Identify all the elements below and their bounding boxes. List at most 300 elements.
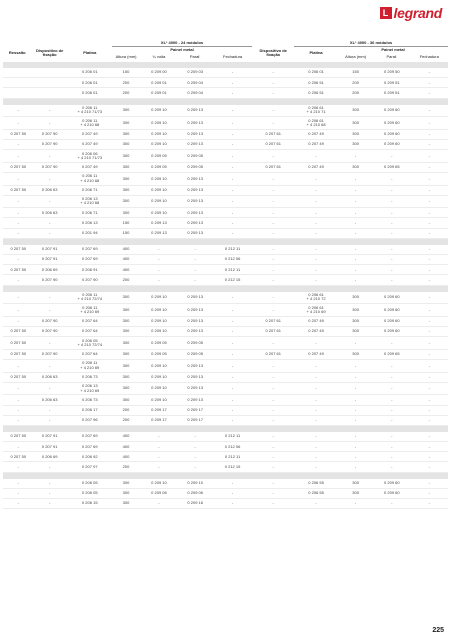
table-cell: - <box>252 304 294 317</box>
table-cell: - <box>3 292 32 304</box>
table-cell: 0 207 90 <box>32 129 68 139</box>
table-cell: 0 206 63 <box>32 208 68 218</box>
table-cell: - <box>32 195 68 208</box>
table-cell: - <box>252 172 294 185</box>
table-cell: - <box>411 245 448 255</box>
table-cell: - <box>338 275 373 285</box>
page-number: 225 <box>432 627 444 634</box>
table-cell: 200 <box>112 78 141 88</box>
table-cell: 0 209 17 <box>140 415 177 425</box>
table-row <box>3 349 448 359</box>
table-cell: 0 206 61 + 4 210 71 <box>294 105 338 117</box>
table-cell: - <box>3 218 32 228</box>
table-cell: 0 207 50 <box>3 349 32 359</box>
table-row <box>3 185 448 195</box>
table-cell: 0 209 60 <box>373 105 410 117</box>
table-row <box>3 415 448 425</box>
table-cell: - <box>3 139 32 149</box>
table-cell: - <box>294 265 338 275</box>
legrand-logo-text: legrand <box>393 5 442 21</box>
table-cell: 200 <box>112 462 141 472</box>
table-cell: - <box>411 499 448 509</box>
table-cell: 0 206 69 <box>32 452 68 462</box>
table-cell: - <box>252 265 294 275</box>
table-cell: - <box>411 88 448 98</box>
table-cell: 0 209 13 <box>178 117 213 130</box>
table-cell: 300 <box>338 139 373 149</box>
table-cell: 300 <box>112 349 141 359</box>
table-cell: - <box>252 105 294 117</box>
table-cell: 0 207 49 <box>294 129 338 139</box>
table-cell: - <box>213 382 253 395</box>
table-cell: 0 209 13 <box>178 129 213 139</box>
table-cell: - <box>213 88 253 98</box>
table-cell: - <box>140 462 177 472</box>
table-cell: - <box>178 452 213 462</box>
table-cell: - <box>373 395 410 405</box>
table-cell: - <box>252 462 294 472</box>
table-cell: - <box>338 499 373 509</box>
table-cell: - <box>32 337 68 350</box>
table-cell: 0 207 61 <box>252 349 294 359</box>
table-cell: 0 209 13 <box>140 218 177 228</box>
table-cell: - <box>373 255 410 265</box>
table-cell: - <box>338 255 373 265</box>
table-row <box>3 432 448 442</box>
table-cell: 0 206 17 <box>68 405 112 415</box>
table-cell: - <box>252 245 294 255</box>
table-cell: 300 <box>338 316 373 326</box>
table-row <box>3 265 448 275</box>
table-cell: - <box>411 304 448 317</box>
table-cell: - <box>338 185 373 195</box>
table-cell: - <box>411 452 448 462</box>
table-cell: - <box>213 78 253 88</box>
table-cell: - <box>213 326 253 336</box>
table-cell: 0 207 50 <box>3 265 32 275</box>
table-cell: 0 207 69 <box>68 245 112 255</box>
table-cell: - <box>338 452 373 462</box>
table-cell: 0 209 13 <box>178 326 213 336</box>
table-cell: - <box>32 488 68 498</box>
table-cell: 0 209 05 <box>178 349 213 359</box>
table-cell: - <box>252 88 294 98</box>
table-cell: 300 <box>112 499 141 509</box>
table-cell: 0 206 61 + 4 210 69 <box>294 304 338 317</box>
table-row <box>3 292 448 304</box>
table-cell: - <box>213 372 253 382</box>
table-cell: - <box>373 442 410 452</box>
table-cell: 0 206 01 <box>68 88 112 98</box>
table-cell: 300 <box>112 359 141 372</box>
table-cell: 0 209 05 <box>140 337 177 350</box>
table-cell: - <box>32 117 68 130</box>
table-cell: - <box>213 162 253 172</box>
table-cell: - <box>294 405 338 415</box>
table-cell: 0 209 13 <box>178 359 213 372</box>
table-cell: 0 207 49 <box>68 129 112 139</box>
table-cell: - <box>373 150 410 163</box>
table-cell: 0 209 13 <box>178 395 213 405</box>
table-cell: 0 207 91 <box>32 442 68 452</box>
table-cell: 300 <box>112 488 141 498</box>
table-cell: - <box>3 195 32 208</box>
table-cell: 0 209 10 <box>140 139 177 149</box>
table-cell: - <box>411 488 448 498</box>
table-cell: 0 209 10 <box>140 479 177 489</box>
table-cell: - <box>411 292 448 304</box>
table-cell: 300 <box>112 382 141 395</box>
group-header-36: XL³ 4000 - 36 módulos <box>294 40 448 47</box>
table-cell: - <box>294 195 338 208</box>
table-cell: 200 <box>338 88 373 98</box>
table-cell: - <box>338 382 373 395</box>
table-cell: 300 <box>338 326 373 336</box>
table-cell: - <box>3 304 32 317</box>
table-cell: 0 212 11 <box>213 265 253 275</box>
table-row <box>3 275 448 285</box>
table-cell: 400 <box>112 442 141 452</box>
table-cell: - <box>294 415 338 425</box>
table-cell: 0 209 60 <box>373 488 410 498</box>
table-cell: 0 209 60 <box>373 326 410 336</box>
table-cell: 0 207 90 <box>32 326 68 336</box>
table-row <box>3 218 448 228</box>
table-cell: - <box>294 208 338 218</box>
table-cell: 0 206 71 <box>68 185 112 195</box>
table-row <box>3 245 448 255</box>
table-row <box>3 255 448 265</box>
table-cell: 300 <box>338 105 373 117</box>
table-cell: 300 <box>338 349 373 359</box>
table-cell: - <box>213 304 253 317</box>
table-cell: 0 212 06 <box>213 442 253 452</box>
table-cell: - <box>338 395 373 405</box>
table-cell: 0 209 13 <box>140 228 177 238</box>
table-cell: - <box>373 372 410 382</box>
table-row <box>3 337 448 350</box>
table-cell: 0 207 90 <box>32 316 68 326</box>
table-cell: - <box>411 326 448 336</box>
table-cell: - <box>338 218 373 228</box>
table-cell: - <box>252 255 294 265</box>
table-cell: - <box>252 479 294 489</box>
table-cell: 0 206 05 <box>68 488 112 498</box>
table-cell: 400 <box>112 265 141 275</box>
table-cell: 300 <box>338 304 373 317</box>
table-cell: - <box>411 150 448 163</box>
table-cell: - <box>252 337 294 350</box>
table-cell: - <box>178 275 213 285</box>
table-cell: 0 209 06 <box>140 488 177 498</box>
table-cell: 300 <box>338 292 373 304</box>
table-cell: 0 206 15 <box>68 499 112 509</box>
table-cell: - <box>411 442 448 452</box>
table-cell: 0 209 10 <box>140 185 177 195</box>
table-cell: 0 207 91 <box>32 255 68 265</box>
table-cell: - <box>373 275 410 285</box>
table-cell: - <box>294 359 338 372</box>
table-cell: 0 206 61 + 4 210 72 <box>294 292 338 304</box>
table-cell: 0 206 63 <box>32 395 68 405</box>
table-cell: - <box>32 218 68 228</box>
table-row <box>3 228 448 238</box>
table-cell: - <box>32 499 68 509</box>
table-cell: 0 209 01 <box>140 88 177 98</box>
col-fechadura-a: Fechadura <box>223 54 243 59</box>
table-row <box>3 359 448 372</box>
table-cell: - <box>338 359 373 372</box>
table-cell: 0 209 04 <box>178 88 213 98</box>
table-cell: - <box>373 337 410 350</box>
table-cell: 400 <box>112 255 141 265</box>
table-cell: 0 206 91 <box>68 265 112 275</box>
table-cell: - <box>411 218 448 228</box>
table-cell: 0 206 71 <box>68 208 112 218</box>
table-cell: 0 201 94 <box>68 228 112 238</box>
table-cell: 0 209 65 <box>373 349 410 359</box>
table-cell: 0 207 49 <box>294 139 338 149</box>
table-cell: - <box>373 218 410 228</box>
table-cell: 0 206 11 + 4 210 68 <box>68 172 112 185</box>
table-cell: 0 206 11 + 4 210 69 <box>68 304 112 317</box>
table-row <box>3 479 448 489</box>
table-cell: 0 206 11 + 4 210 68 <box>68 117 112 130</box>
table-cell: - <box>3 316 32 326</box>
table-cell: - <box>338 150 373 163</box>
table-cell: 0 207 50 <box>3 129 32 139</box>
table-cell: 0 209 00 <box>140 68 177 78</box>
table-cell: 0 207 50 <box>3 162 32 172</box>
table-cell: 0 206 11 + 4 210 69 <box>68 359 112 372</box>
table-cell: 0 209 13 <box>178 382 213 395</box>
table-row <box>3 150 448 163</box>
table-cell: 200 <box>112 88 141 98</box>
table-cell: 300 <box>338 162 373 172</box>
table-cell: - <box>213 415 253 425</box>
table-cell: - <box>294 442 338 452</box>
table-cell: - <box>140 275 177 285</box>
table-cell: - <box>140 499 177 509</box>
table-cell: - <box>32 172 68 185</box>
table-cell: - <box>373 462 410 472</box>
table-cell: - <box>213 499 253 509</box>
table-row <box>3 129 448 139</box>
table-row <box>3 462 448 472</box>
table-cell: 0 212 11 <box>213 432 253 442</box>
table-cell: 300 <box>338 479 373 489</box>
table-cell: 0 209 10 <box>140 395 177 405</box>
table-row <box>3 395 448 405</box>
table-cell: - <box>294 255 338 265</box>
table-cell: - <box>411 382 448 395</box>
table-cell: - <box>373 245 410 255</box>
table-cell: 0 209 60 <box>373 304 410 317</box>
table-cell: 150 <box>112 228 141 238</box>
table-cell: 0 209 10 <box>140 117 177 130</box>
table-cell: 0 209 05 <box>178 162 213 172</box>
table-cell: - <box>252 372 294 382</box>
table-cell: - <box>411 162 448 172</box>
table-cell: 0 209 10 <box>140 382 177 395</box>
table-cell: 300 <box>112 150 141 163</box>
table-row <box>3 68 448 78</box>
table-cell: 0 207 49 <box>294 349 338 359</box>
table-cell: - <box>252 382 294 395</box>
table-cell: - <box>338 415 373 425</box>
table-cell: - <box>213 105 253 117</box>
table-cell: 300 <box>112 162 141 172</box>
table-cell: 0 206 05 <box>68 479 112 489</box>
table-cell: - <box>252 395 294 405</box>
table-cell: 300 <box>112 326 141 336</box>
table-cell: - <box>3 275 32 285</box>
table-cell: 0 209 10 <box>140 208 177 218</box>
table-cell: - <box>213 316 253 326</box>
legrand-logo-mark: L <box>380 7 392 19</box>
table-cell: 0 207 49 <box>68 139 112 149</box>
table-cell <box>3 88 32 98</box>
table-cell: 200 <box>112 275 141 285</box>
table-cell: - <box>294 395 338 405</box>
table-cell: - <box>213 218 253 228</box>
table-cell: - <box>140 265 177 275</box>
table-cell: 300 <box>338 117 373 130</box>
table-cell: - <box>373 405 410 415</box>
col-paraf-a: Paraf. <box>189 54 201 59</box>
table-row <box>3 326 448 336</box>
table-cell: 0 209 65 <box>373 162 410 172</box>
table-cell: 0 206 01 <box>68 78 112 88</box>
table-cell: 300 <box>112 105 141 117</box>
table-cell: - <box>3 442 32 452</box>
table-cell: 0 209 13 <box>178 139 213 149</box>
table-cell: 0 206 55 <box>294 479 338 489</box>
table-cell: 0 212 15 <box>213 462 253 472</box>
table-cell: - <box>373 452 410 462</box>
table-cell: 0 209 10 <box>140 372 177 382</box>
table-cell: - <box>178 245 213 255</box>
table-cell: 0 209 13 <box>178 292 213 304</box>
table-cell: 0 206 63 <box>32 185 68 195</box>
table-cell: - <box>411 195 448 208</box>
table-cell: - <box>213 117 253 130</box>
table-cell: - <box>373 185 410 195</box>
table-cell: 0 207 49 <box>68 162 112 172</box>
table-cell: - <box>252 359 294 372</box>
table-cell: 0 206 63 <box>32 372 68 382</box>
table-cell: 0 207 50 <box>3 326 32 336</box>
table-cell: - <box>294 462 338 472</box>
table-cell: 0 207 50 <box>3 337 32 350</box>
table-cell: - <box>411 185 448 195</box>
table-cell: 300 <box>112 129 141 139</box>
table-cell: 0 207 61 <box>252 326 294 336</box>
table-cell: 150 <box>112 218 141 228</box>
table-cell: 0 212 15 <box>213 275 253 285</box>
table-cell: - <box>252 218 294 228</box>
col-painel-b: Painel metal <box>381 47 405 53</box>
table-cell: 0 207 69 <box>68 442 112 452</box>
table-cell: - <box>373 228 410 238</box>
table-cell: 0 209 10 <box>140 172 177 185</box>
table-cell: 0 209 04 <box>178 78 213 88</box>
table-cell: 200 <box>338 78 373 88</box>
table-cell: - <box>338 228 373 238</box>
table-cell: - <box>373 195 410 208</box>
table-cell: - <box>411 316 448 326</box>
table-cell: - <box>338 442 373 452</box>
table-cell: 0 209 10 <box>178 479 213 489</box>
table-cell: - <box>294 382 338 395</box>
table-cell: 0 207 90 <box>32 139 68 149</box>
table-cell: - <box>338 372 373 382</box>
table-cell: 0 206 51 <box>294 78 338 88</box>
table-cell: 0 209 10 <box>140 292 177 304</box>
col-platina-a: Platina <box>83 50 97 56</box>
table-cell: 300 <box>112 395 141 405</box>
table-cell: 0 207 50 <box>3 372 32 382</box>
table-cell: 300 <box>112 479 141 489</box>
table-row <box>3 452 448 462</box>
table-cell: 0 207 50 <box>3 245 32 255</box>
table-cell: 0 209 05 <box>178 150 213 163</box>
table-cell: - <box>373 415 410 425</box>
table-cell: 0 207 50 <box>3 432 32 442</box>
table-cell: - <box>3 117 32 130</box>
table-cell: - <box>411 68 448 78</box>
table-cell: - <box>252 228 294 238</box>
table-cell: - <box>140 245 177 255</box>
table-cell: 300 <box>112 304 141 317</box>
table-cell: - <box>294 372 338 382</box>
table-cell: 0 209 06 <box>178 488 213 498</box>
table-cell: 0 209 10 <box>140 195 177 208</box>
table-cell: 0 206 01 <box>68 68 112 78</box>
table-cell: - <box>338 265 373 275</box>
table-cell: - <box>411 78 448 88</box>
table-cell: 0 207 64 <box>68 316 112 326</box>
table-cell: - <box>213 349 253 359</box>
table-cell: - <box>3 395 32 405</box>
table-cell: - <box>252 452 294 462</box>
table-cell: - <box>338 245 373 255</box>
table-cell: 0 209 13 <box>178 208 213 218</box>
table-cell: - <box>3 382 32 395</box>
table-cell: - <box>3 488 32 498</box>
table-cell: - <box>32 462 68 472</box>
table-cell <box>32 88 68 98</box>
table-cell: 0 207 97 <box>68 462 112 472</box>
table-cell: 0 206 06 + 4 210 71/73 <box>68 150 112 163</box>
table-cell: 200 <box>112 415 141 425</box>
col-painel-a: Painel metal <box>170 47 194 53</box>
table-cell: 0 206 69 <box>32 265 68 275</box>
table-cell: - <box>294 218 338 228</box>
table-cell: - <box>178 255 213 265</box>
table-cell: 0 209 60 <box>373 117 410 130</box>
table-cell: - <box>373 208 410 218</box>
table-cell: - <box>3 208 32 218</box>
table-cell: - <box>3 479 32 489</box>
table-cell: 0 212 11 <box>213 245 253 255</box>
table-cell: - <box>338 208 373 218</box>
table-cell: - <box>294 275 338 285</box>
table-cell: 400 <box>112 432 141 442</box>
table-cell: - <box>3 150 32 163</box>
table-cell: 300 <box>112 208 141 218</box>
table-row <box>3 372 448 382</box>
